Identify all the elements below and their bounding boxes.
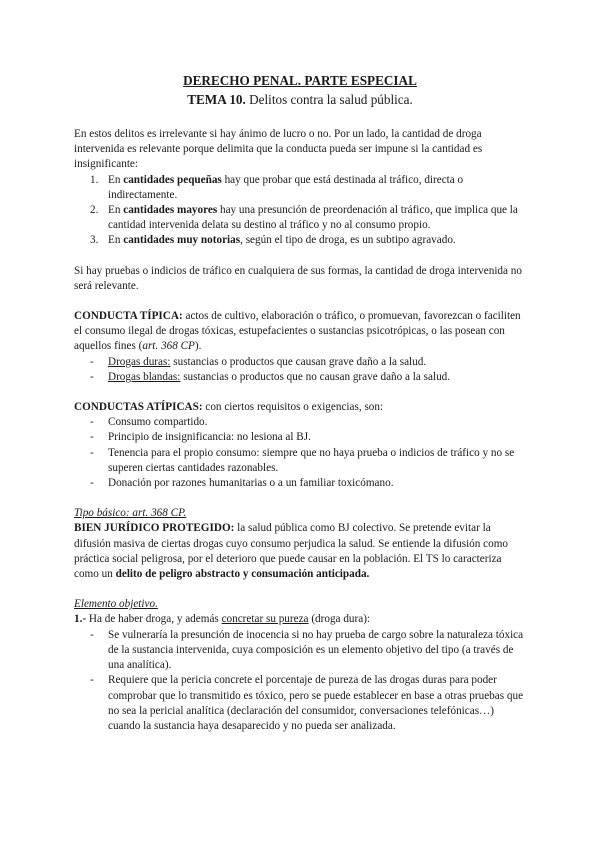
intro-paragraph: En estos delitos es irrelevante si hay ánimo de lucro o no. Por un lado, la cantidad de droga intervenida es relevante porque delimita que la conducta pueda ser impune si la cantidad es insignificante: [74, 128, 483, 171]
document-title: DERECHO PENAL. PARTE ESPECIAL [183, 73, 417, 88]
drug-types-list [74, 355, 526, 385]
quantity-list [74, 173, 526, 249]
intro-paragraph-2: Si hay pruebas o indicios de tráfico en cualquiera de sus formas, la cantidad de droga intervenida no será relevante. [74, 264, 522, 292]
elemento-objetivo-heading: Elemento objetivo. [74, 598, 158, 611]
conducta-tipica-paragraph: CONDUCTA TÍPICA: actos de cultivo, elaboración o tráfico, o promuevan, favorezcan o faciliten el consumo ilegal de drogas tóxicas, estupefacientes o sustancias psicotrópicas, o las posean con aquellos fines (art. 368 CP). [74, 310, 521, 353]
conductas-atipicas-paragraph: CONDUCTAS ATÍPICAS: con ciertos requisitos o exigencias, son: [74, 401, 384, 414]
quantity-item: 2. En cantidades mayores hay una presunción de preordenación al tráfico, que implica que la cantidad intervenida delata su destino al tráfico y no al consumo propio. [90, 204, 518, 232]
subtitle-topic-number: TEMA 10. [187, 92, 246, 107]
atypical-item: - Tenencia para el propio consumo: siempre que no haya prueba o indicios de tráfico y no se superen ciertas cantidades razonables. [90, 446, 515, 474]
atypical-item: - Consumo compartido. [90, 416, 208, 429]
atypical-item: - Principio de insignificancia: no lesiona al BJ. [90, 431, 311, 444]
quantity-item: 3. En cantidades muy notorias, según el tipo de droga, es un subtipo agravado. [90, 234, 456, 247]
quantity-item: 1. En cantidades pequeñas hay que probar que está destinada al tráfico, directa o indirectamente. [90, 173, 464, 201]
atypical-conducts-list [74, 415, 526, 491]
drug-type-item: - Drogas blandas: sustancias o productos que no causan grave daño a la salud. [90, 370, 451, 383]
elemento-objetivo-list [74, 628, 526, 734]
elemento-objetivo-item: - Se vulneraría la presunción de inocencia si no hay prueba de cargo sobre la naturaleza tóxica de la sustancia intervenida, cuya composición es un elemento objetivo del tipo (a través de una analítica). [90, 628, 524, 672]
subtitle-topic-name: Delitos contra la salud pública. [245, 92, 413, 107]
drug-type-item: - Drogas duras: sustancias o productos que causan grave daño a la salud. [90, 355, 427, 368]
elemento-objetivo-point: 1.- Ha de haber droga, y además concretar su pureza (droga dura): [74, 613, 371, 626]
elemento-objetivo-item: - Requiere que la pericia concrete el porcentaje de pureza de las drogas duras para poder comprobar que lo transmitido es tóxico, pero se puede establecer en base a otras pruebas que no sea la pericial analítica (declaración del consumidor, conversaciones telefónicas…) cuando la sustancia haya desaparecido y no pueda ser analizada. [90, 674, 524, 732]
tipo-basico-heading: Tipo básico: art. 368 CP. [74, 507, 187, 520]
bien-juridico-paragraph: BIEN JURÍDICO PROTEGIDO: la salud pública como BJ colectivo. Se pretende evitar la difusión masiva de ciertas drogas cuyo consumo perjudica la salud. Se entiende la difusión como práctica social peligrosa, por el deterioro que puede causar en la población. El TS lo caracteriza como un delito de peligro abstracto y consumación anticipada. [74, 522, 509, 581]
document-subtitle [74, 91, 526, 109]
atypical-item: - Donación por razones humanitarias o a un familiar toxicómano. [90, 477, 394, 490]
